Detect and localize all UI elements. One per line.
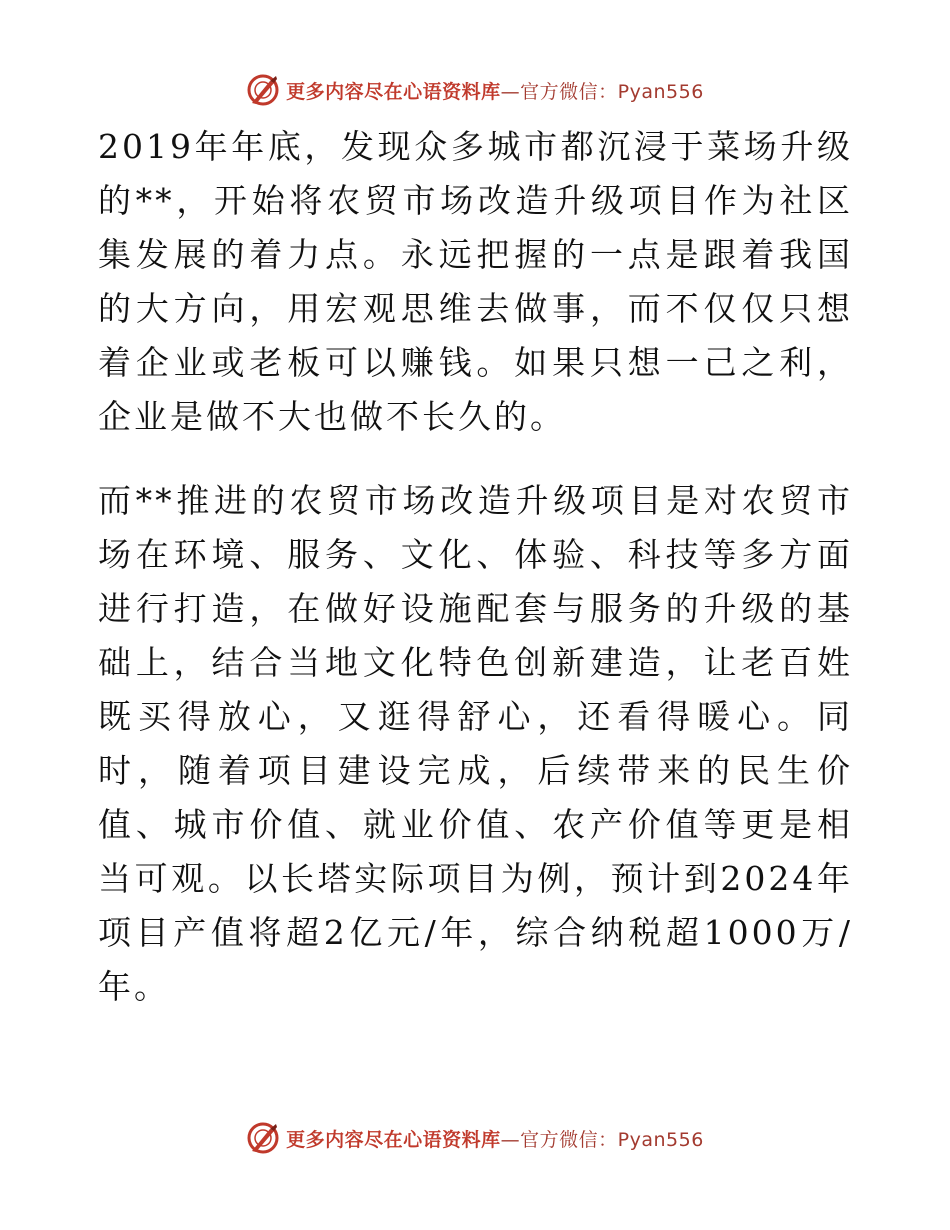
footer-banner-dash: — xyxy=(500,1128,521,1151)
header-banner-wechat: 官方微信：Pyan556 xyxy=(520,80,704,103)
paragraph-2: 而**推进的农贸市场改造升级项目是对农贸市场在环境、服务、文化、体验、科技等多方面进行打造，在做好设施配套与服务的升级的基础上，结合当地文化特色创新建造，让老百姓既买得放心，又逛得舒心，还看得暖心。同时，随着项目建设完成，后续带来的民生价值、城市价值、就业价值、农产价值等更是相当可观。以长塔实际项目为例，预计到2024年项目产值将超2亿元/年，综合纳税超1000万/年。 xyxy=(98,481,853,1006)
footer-banner-wechat: 官方微信：Pyan556 xyxy=(520,1128,704,1151)
header-banner-text xyxy=(286,77,704,104)
footer-banner-lead: 更多内容尽在心语资料库 xyxy=(286,1128,501,1151)
pen-seal-logo-icon xyxy=(246,1121,280,1155)
document-body xyxy=(98,120,853,1014)
pen-seal-logo-icon xyxy=(246,73,280,107)
footer-banner xyxy=(0,1118,950,1158)
paragraph-1: 2019年年底，发现众多城市都沉浸于菜场升级的**，开始将农贸市场改造升级项目作为社区集发展的着力点。永远把握的一点是跟着我国的大方向，用宏观思维去做事，而不仅仅只想着企业或老板可以赚钱。如果只想一己之利，企业是做不大也做不长久的。 xyxy=(98,127,853,436)
header-banner xyxy=(0,70,950,110)
footer-banner-text xyxy=(286,1125,704,1152)
header-banner-lead: 更多内容尽在心语资料库 xyxy=(286,80,501,103)
header-banner-dash: — xyxy=(500,80,521,103)
